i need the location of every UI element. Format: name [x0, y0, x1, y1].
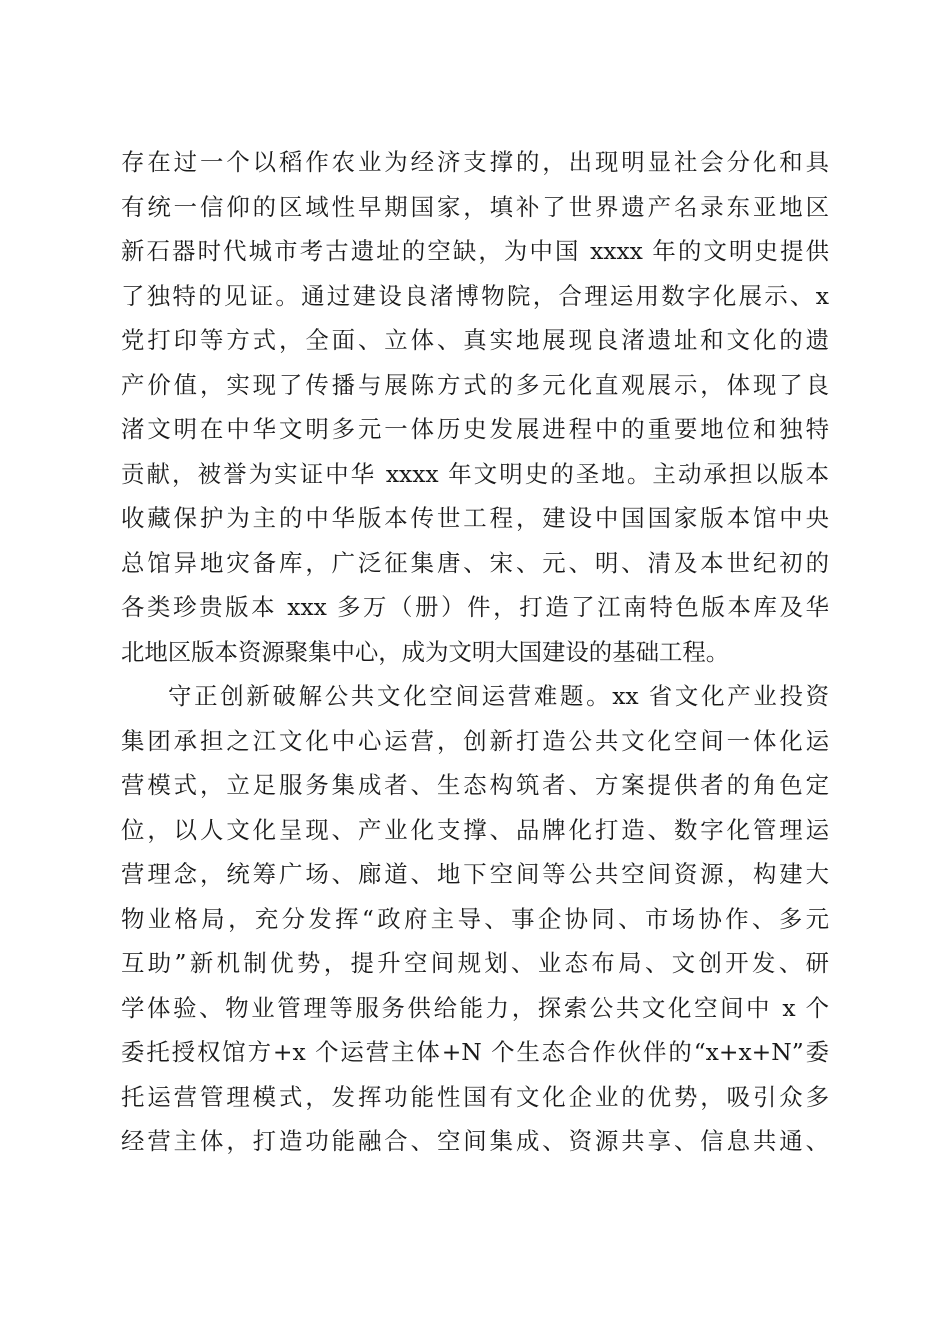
text-line: 总馆异地灾备库，广泛征集唐、宋、元、明、清及本世纪初的 [121, 548, 829, 577]
text-line: 委托授权馆方+x 个运营主体+N 个生态合作伙伴的“x+x+N”委 [121, 1038, 829, 1066]
text-line: 各类珍贵版本 xxx 多万（册）件，打造了江南特色版本库及华 [121, 593, 829, 621]
text-line: 营模式，立足服务集成者、生态构筑者、方案提供者的角色定 [121, 771, 829, 799]
paragraph-1 [121, 140, 829, 674]
text-line: 学体验、物业管理等服务供给能力，探索公共文化空间中 x 个 [121, 993, 829, 1022]
text-line: 贡献，被誉为实证中华 xxxx 年文明史的圣地。主动承担以版本 [121, 459, 829, 488]
body-text [121, 140, 829, 1164]
text-line: 渚文明在中华文明多元一体历史发展进程中的重要地位和独特 [121, 415, 829, 443]
text-line: 北地区版本资源聚集中心，成为文明大国建设的基础工程。 [121, 637, 730, 666]
paragraph-2 [121, 674, 829, 1164]
text-line: 守正创新破解公共文化空间运营难题。xx 省文化产业投资 [168, 682, 829, 710]
text-line: 营理念，统筹广场、廊道、地下空间等公共空间资源，构建大 [121, 860, 829, 888]
text-line: 了独特的见证。通过建设良渚博物院，合理运用数字化展示、x [121, 281, 829, 310]
text-line: 经营主体，打造功能融合、空间集成、资源共享、信息共通、 [121, 1127, 829, 1155]
text-line: 存在过一个以稻作农业为经济支撑的，出现明显社会分化和具 [121, 148, 829, 176]
text-line: 党打印等方式，全面、立体、真实地展现良渚遗址和文化的遗 [121, 326, 829, 354]
text-line: 有统一信仰的区域性早期国家，填补了世界遗产名录东亚地区 [121, 192, 829, 221]
text-line: 位，以人文化呈现、产业化支撑、品牌化打造、数字化管理运 [121, 815, 829, 844]
text-line: 产价值，实现了传播与展陈方式的多元化直观展示，体现了良 [121, 370, 829, 399]
text-line: 托运营管理模式，发挥功能性国有文化企业的优势，吸引众多 [121, 1082, 829, 1111]
text-line: 新石器时代城市考古遗址的空缺，为中国 xxxx 年的文明史提供 [121, 237, 829, 265]
text-line: 物业格局，充分发挥“政府主导、事企协同、市场协作、多元 [121, 904, 829, 933]
text-line: 集团承担之江文化中心运营，创新打造公共文化空间一体化运 [121, 726, 829, 755]
text-line: 收藏保护为主的中华版本传世工程，建设中国国家版本馆中央 [121, 504, 829, 532]
text-line: 互助”新机制优势，提升空间规划、业态布局、文创开发、研 [121, 949, 829, 977]
